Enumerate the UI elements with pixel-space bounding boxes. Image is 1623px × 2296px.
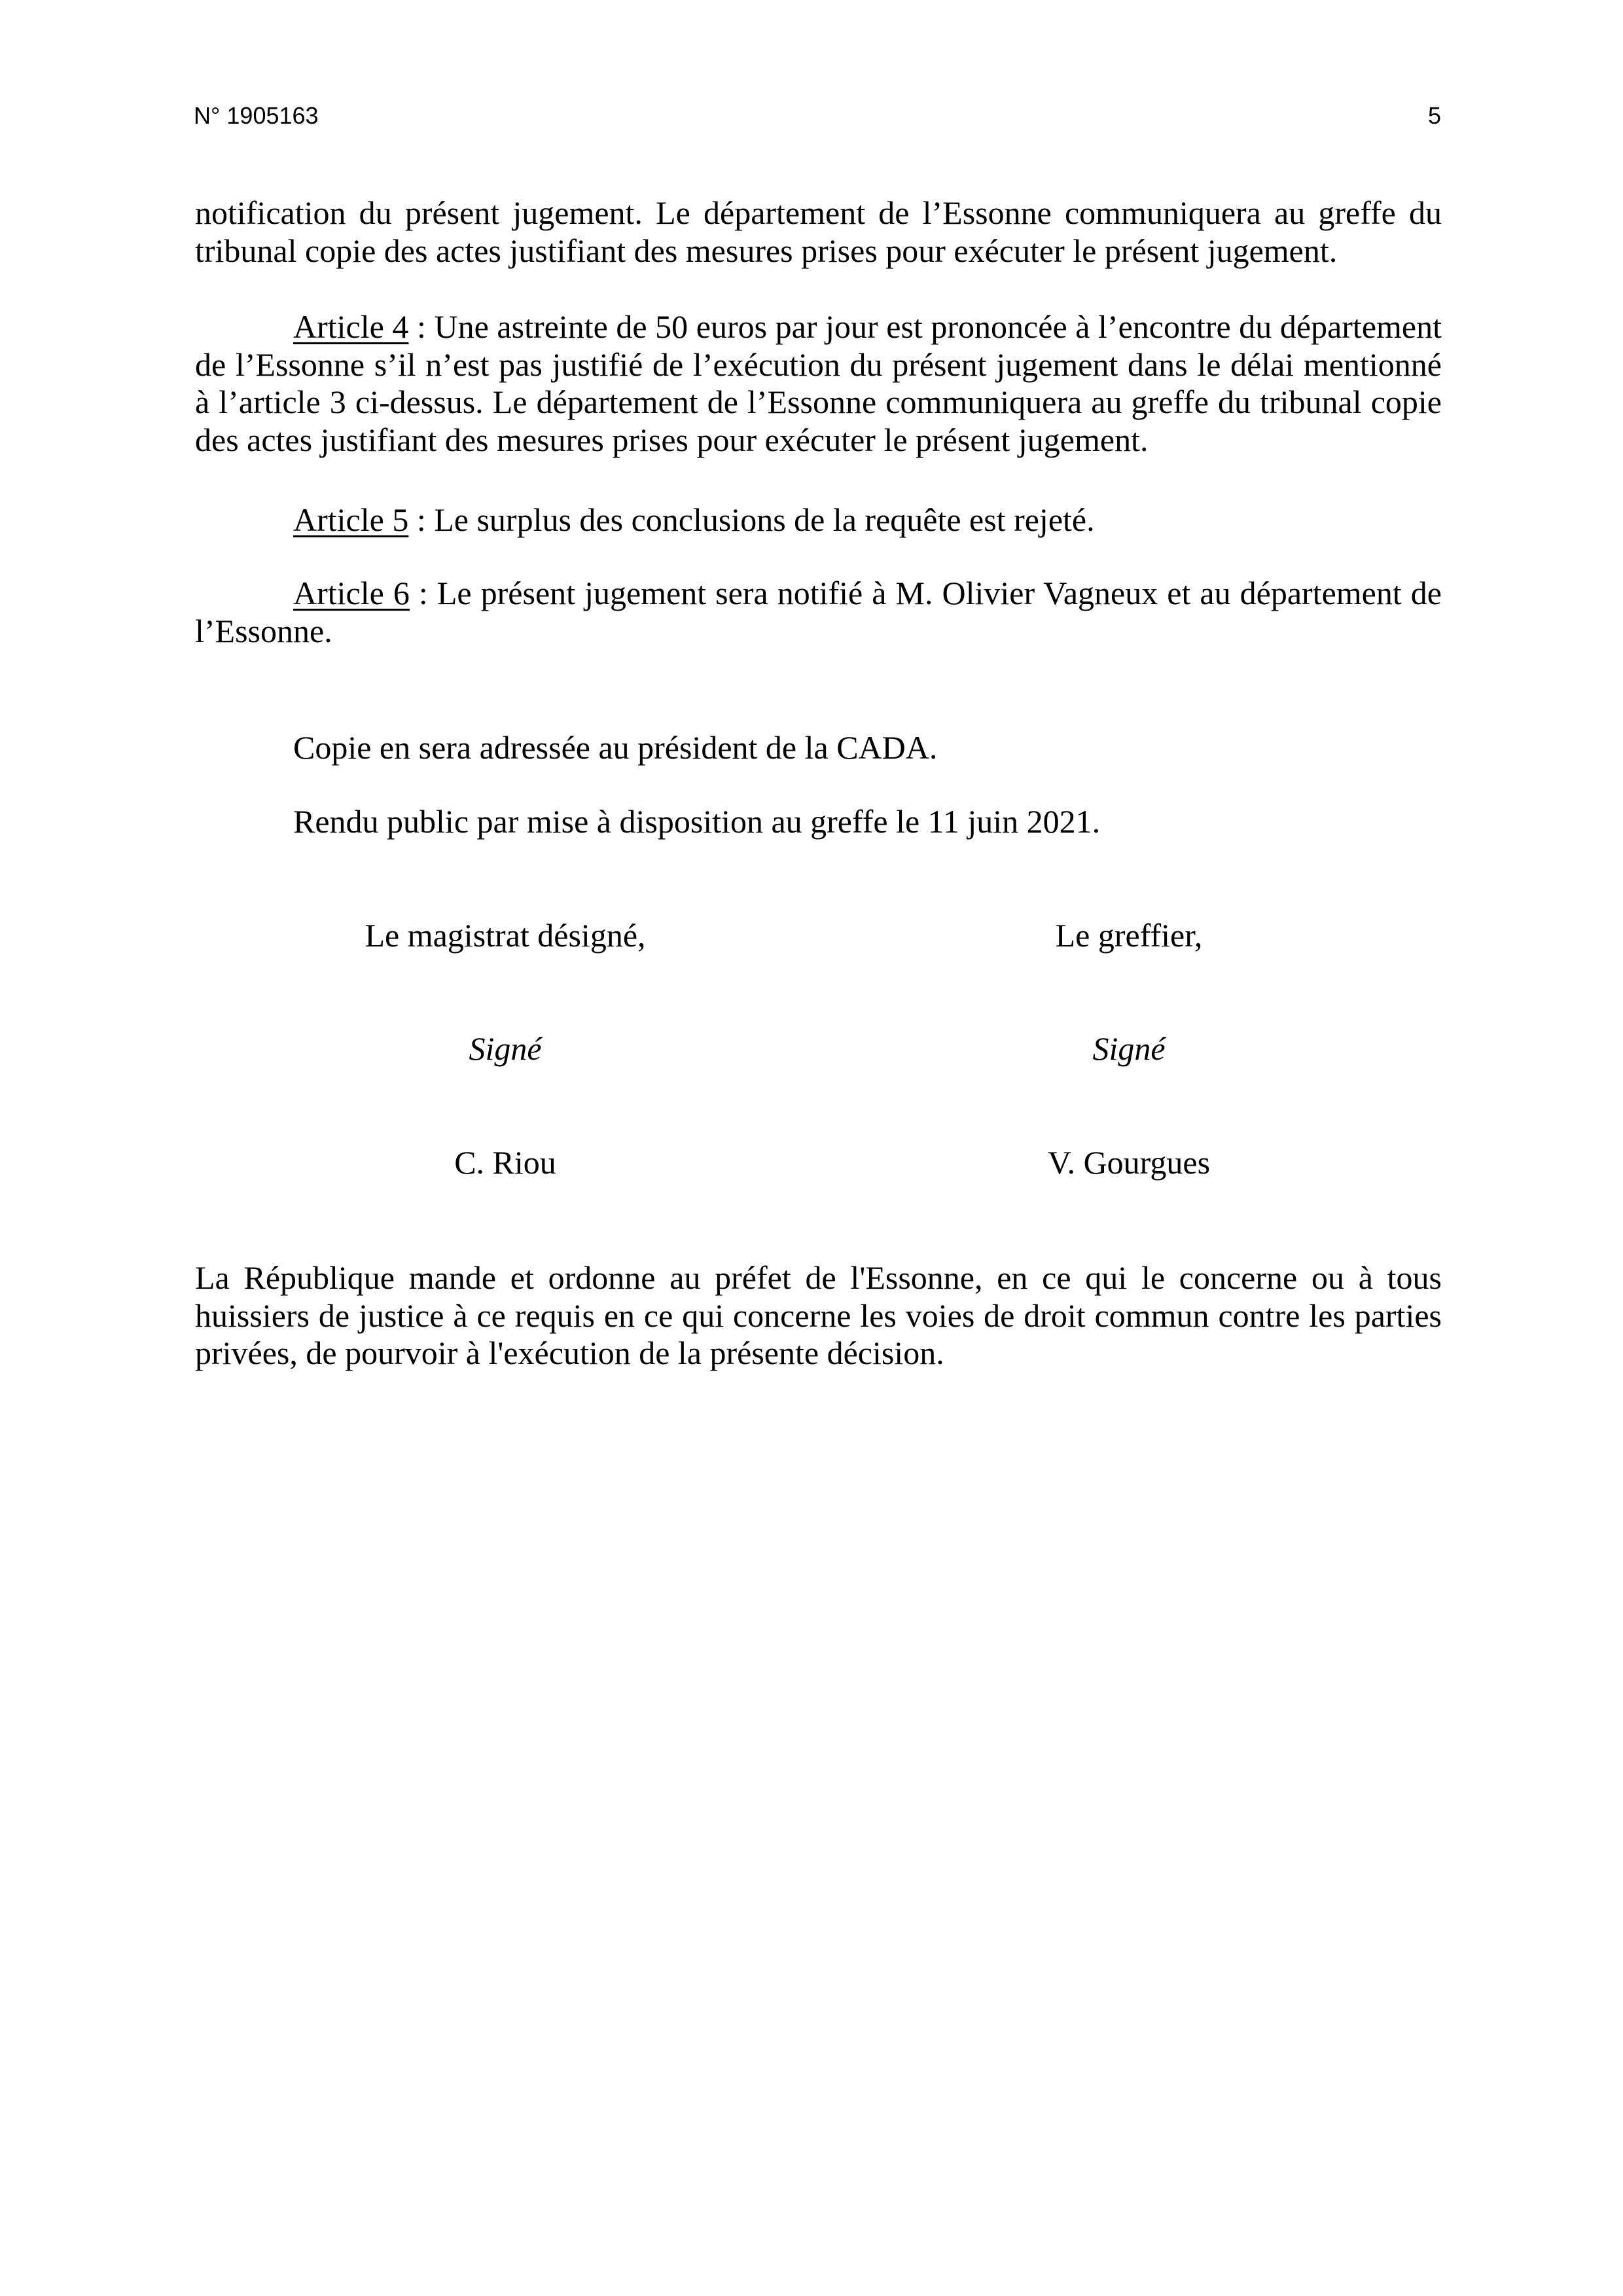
article-5-text: : Le surplus des conclusions de la requête est rejeté. [408,501,1095,538]
magistrate-signature-mark: Signé [469,1030,542,1067]
article-6-text: : Le présent jugement sera notifié à M. Olivier Vagneux et au département de l’Essonne. [195,575,1442,649]
executory-formula: La République mande et ordonne au préfet de l'Essonne, en ce qui le concerne ou à tous huissiers de justice à ce requis en ce qui concerne les voies de droit commun contre les parties privées, de pourvoir à l'exécution de la présente décision. [195,1259,1442,1371]
continuation-paragraph: notification du présent jugement. Le département de l’Essonne communiquera au greffe du tribunal copie des actes justifiant des mesures prises pour exécuter le présent jugement. [195,194,1442,269]
article-4-text: : Une astreinte de 50 euros par jour est prononcée à l’encontre du département de l’Essonne s’il n’est pas justifié de l’exécution du présent jugement dans le délai mentionné à l’article 3 ci-dessus. Le département de l’Essonne communiquera au greffe du tribunal copie des actes justifiant des mesures prises pour exécuter le présent jugement. [195,308,1442,458]
article-5-label: Article 5 [293,501,409,538]
page-number: 5 [1427,102,1441,129]
copy-notice: Copie en sera adressée au président de la CADA. [293,729,938,766]
magistrate-title: Le magistrat désigné, [365,917,646,954]
article-6-paragraph [195,575,1442,650]
magistrate-name: C. Riou [454,1144,556,1181]
clerk-name: V. Gourgues [1047,1144,1211,1181]
article-4-label: Article 4 [293,308,409,345]
clerk-title: Le greffier, [1055,917,1203,954]
clerk-signature-mark: Signé [1092,1030,1166,1067]
case-number: N° 1905163 [194,102,319,129]
article-6-label: Article 6 [293,575,410,611]
article-4-paragraph [195,308,1442,459]
public-notice: Rendu public par mise à disposition au greffe le 11 juin 2021. [293,803,1101,840]
article-5-paragraph [195,501,1442,539]
